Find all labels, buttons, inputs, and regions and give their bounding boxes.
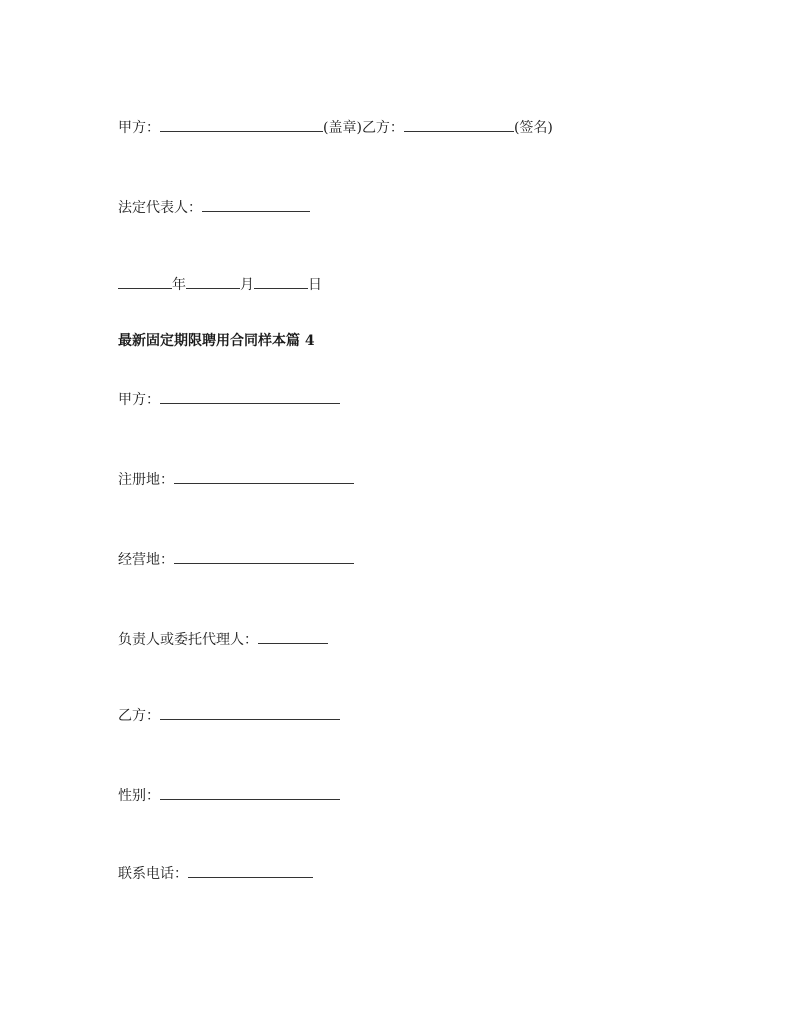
legal-rep-label: 法定代表人： <box>118 200 202 216</box>
field-party-a <box>118 391 340 409</box>
field-label: 负责人或委托代理人： <box>118 632 258 648</box>
year-label: 年 <box>172 277 186 293</box>
field-registered-address <box>118 471 354 489</box>
field-label: 性别： <box>118 788 160 804</box>
day-blank <box>254 276 308 289</box>
signature-parties-line <box>118 119 553 137</box>
field-representative <box>118 631 328 649</box>
section-heading: 最新固定期限聘用合同样本篇 4 <box>118 333 315 349</box>
field-label: 甲方： <box>118 392 160 408</box>
field-blank <box>160 787 340 800</box>
party-a-blank <box>160 119 323 132</box>
legal-rep-line <box>118 199 310 217</box>
field-blank <box>188 865 313 878</box>
field-gender <box>118 787 340 805</box>
month-blank <box>186 276 240 289</box>
field-label: 注册地： <box>118 472 174 488</box>
legal-rep-blank <box>202 199 310 212</box>
month-label: 月 <box>240 277 254 293</box>
party-b-blank <box>404 119 514 132</box>
field-label: 经营地： <box>118 552 174 568</box>
field-phone <box>118 865 313 883</box>
field-blank <box>160 391 340 404</box>
year-blank <box>118 276 172 289</box>
field-label: 乙方： <box>118 708 160 724</box>
seal-note: (盖章) <box>323 120 362 136</box>
date-line <box>118 276 322 294</box>
party-b-label: 乙方： <box>361 120 404 136</box>
field-business-address <box>118 551 354 569</box>
field-blank <box>174 551 354 564</box>
party-a-label: 甲方： <box>118 120 160 136</box>
sign-note: (签名) <box>513 120 553 136</box>
day-label: 日 <box>308 277 322 293</box>
field-blank <box>174 471 354 484</box>
field-party-b <box>118 707 340 725</box>
field-label: 联系电话： <box>118 866 188 882</box>
field-blank <box>160 707 340 720</box>
field-blank <box>258 631 328 644</box>
